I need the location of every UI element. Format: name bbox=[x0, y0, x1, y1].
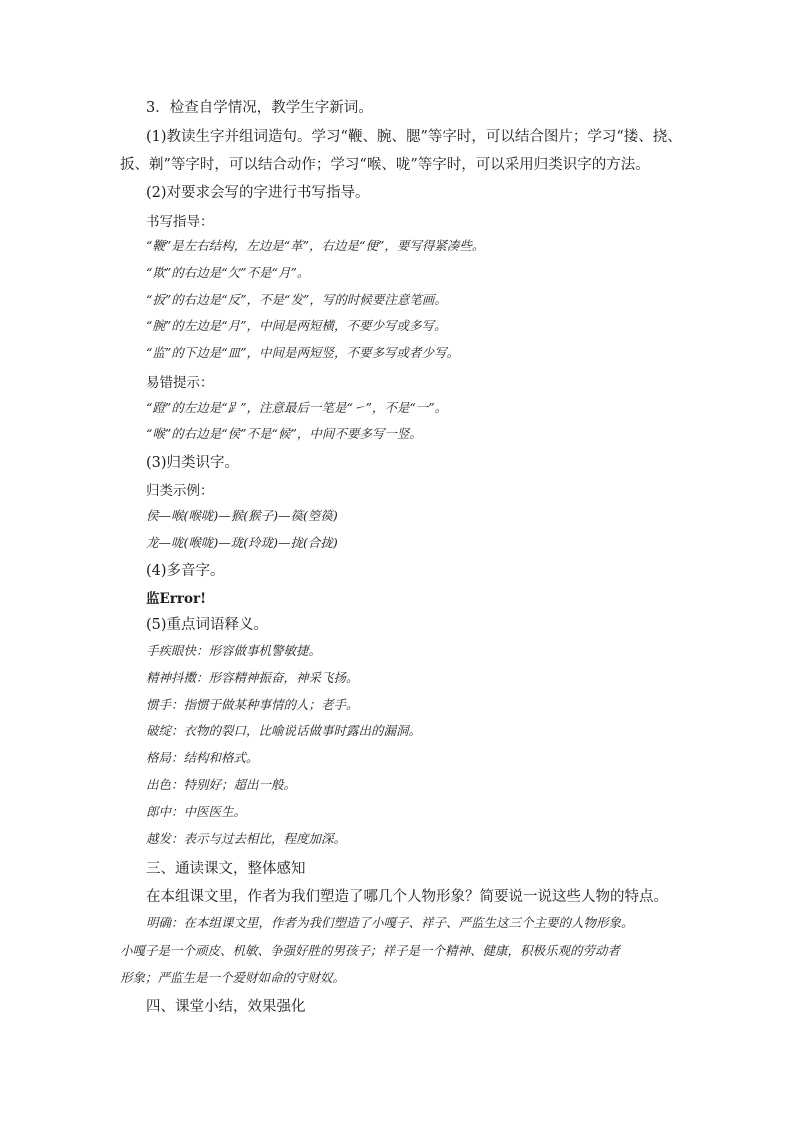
word-definition-8: 越发：表示与过去相比，程度加深。 bbox=[146, 831, 347, 846]
word-definition-6: 出色：特别好；超出一般。 bbox=[146, 777, 297, 792]
guide-item-qi: “欺”的右边是“欠”不是“月”。 bbox=[146, 265, 310, 280]
word-definition-4: 破绽：衣物的裂口，比喻说话做事时露出的漏洞。 bbox=[146, 723, 422, 738]
word-definition-3: 惯手：指惯于做某种事情的人；老手。 bbox=[146, 697, 359, 712]
section-read-through: 三、通读课文，整体感知 bbox=[146, 861, 306, 877]
example-hou-series: 侯—喉(喉咙)—猴(猴子)—篌(箜篌) bbox=[146, 508, 338, 523]
question-characters: 在本组课文里，作者为我们塑造了哪几个人物形象？简要说一说这些人物的特点。 bbox=[146, 889, 668, 905]
label-classify-examples: 归类示例： bbox=[146, 483, 214, 499]
paragraph-teach-characters-1: (1)教读生字并组词造句。学习“鞭、腕、腮”等字时，可以结合图片；学习“搂、挠、 bbox=[146, 129, 682, 145]
section-class-summary: 四、课堂小结，效果强化 bbox=[146, 999, 306, 1015]
section-classify-characters: (3)归类识字。 bbox=[146, 455, 240, 471]
word-definition-5: 格局：结构和格式。 bbox=[146, 750, 259, 765]
guide-item-jian: “监”的下边是“皿”，中间是两短竖，不要多写或者少写。 bbox=[146, 345, 460, 360]
section-polyphonic: (4)多音字。 bbox=[146, 563, 225, 579]
word-definition-2: 精神抖擞：形容精神振奋，神采飞扬。 bbox=[146, 670, 359, 685]
tip-item-hou: “喉”的右边是“侯”不是“候”，中间不要多写一竖。 bbox=[146, 426, 422, 441]
tip-item-deng: “蹬”的左边是“𧾷”，注意最后一笔是“㇀”，不是“一”。 bbox=[146, 400, 448, 415]
label-writing-guide: 书写指导： bbox=[146, 214, 214, 230]
section-heading-check-self-study: 3．检查自学情况，教学生字新词。 bbox=[146, 100, 373, 116]
section-key-words: (5)重点词语释义。 bbox=[146, 617, 269, 633]
answer-line-1: 明确：在本组课文里，作者为我们塑造了小嘎子、祥子、严监生这三个主要的人物形象。 bbox=[146, 915, 634, 930]
polyphonic-jian-error: 监Error! bbox=[146, 591, 207, 607]
example-long-series: 龙—咙(喉咙)—珑(玲珑)—拢(合拢) bbox=[146, 535, 338, 550]
word-definition-1: 手疾眼快：形容做事机警敏捷。 bbox=[146, 643, 322, 658]
guide-item-bian: “鞭”是左右结构，左边是“革”，右边是“便”，要写得紧凑些。 bbox=[146, 238, 485, 253]
guide-item-wan: “腕”的左边是“月”，中间是两短横，不要少写或多写。 bbox=[146, 318, 447, 333]
answer-line-2: 小嘎子是一个顽皮、机敏、争强好胜的男孩子；祥子是一个精神、健康，积极乐观的劳动者 bbox=[120, 943, 621, 958]
paragraph-teach-characters-2: 扳、剃”等字时，可以结合动作；学习“喉、咙”等字时，可以采用归类识字的方法。 bbox=[120, 157, 650, 173]
word-definition-7: 郎中：中医医生。 bbox=[146, 804, 247, 819]
paragraph-writing-guidance: (2)对要求会写的字进行书写指导。 bbox=[146, 185, 370, 201]
answer-line-3: 形象；严监生是一个爱财如命的守财奴。 bbox=[120, 970, 346, 985]
guide-item-ban: “扳”的右边是“反”，不是“发”，写的时候要注意笔画。 bbox=[146, 292, 447, 307]
label-error-tips: 易错提示： bbox=[146, 375, 214, 391]
